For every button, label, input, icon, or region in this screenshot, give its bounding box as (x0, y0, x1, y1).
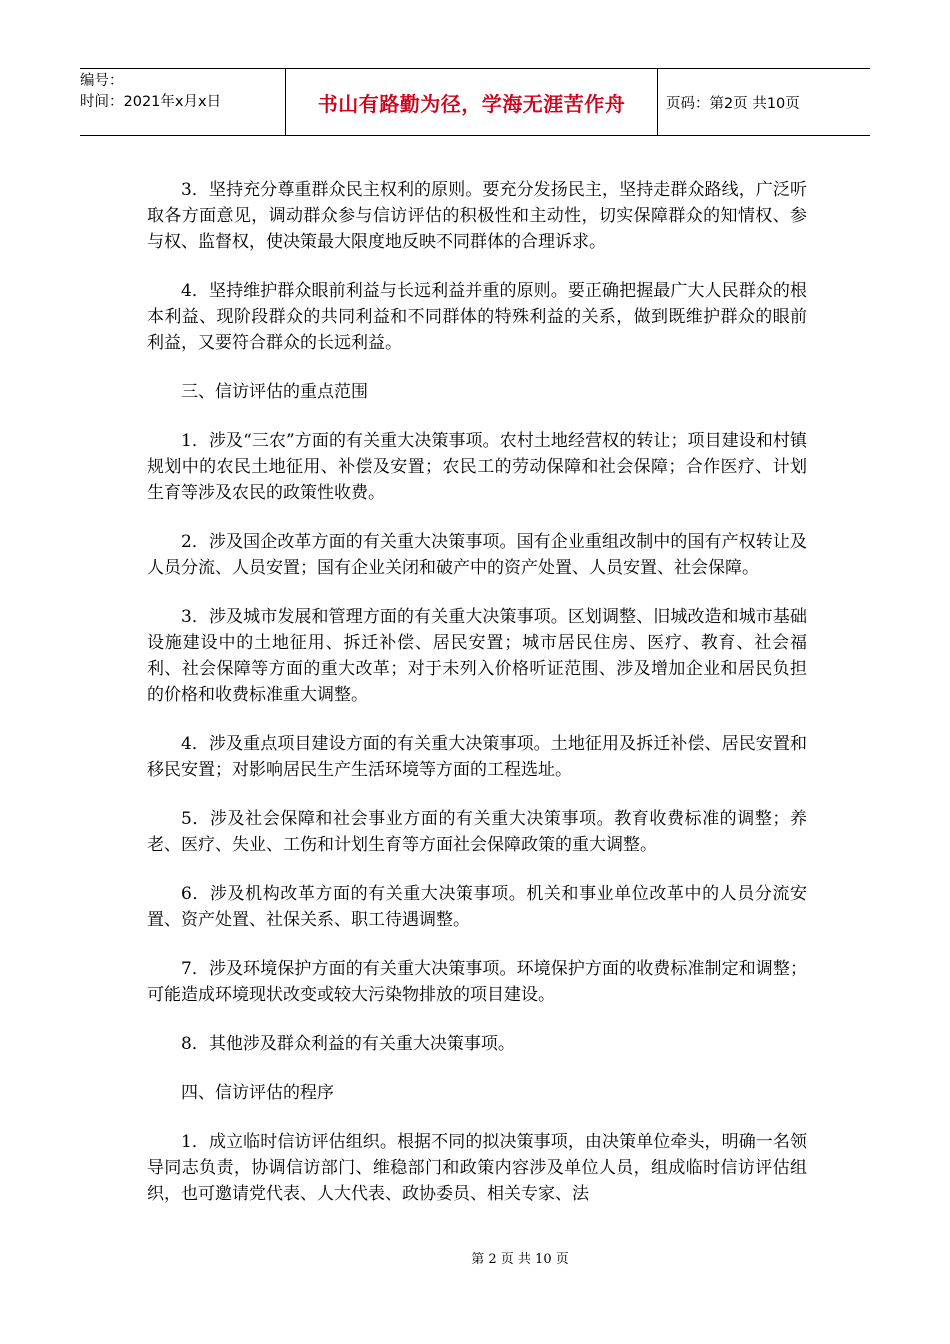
header-page-info (658, 69, 870, 135)
footer-page-number: 第 2 页 共 10 页 (471, 1252, 569, 1267)
paragraph: 5．涉及社会保障和社会事业方面的有关重大决策事项。教育收费标准的调整；养老、医疗、失业、工伤和计划生育等方面社会保障政策的重大调整。 (147, 809, 807, 855)
section-heading: 三、信访评估的重点范围 (181, 382, 368, 402)
paragraph: 1．成立临时信访评估组织。根据不同的拟决策事项，由决策单位牵头，明确一名领导同志负责，协调信访部门、维稳部门和政策内容涉及单位人员，组成临时信访评估组织，也可邀请党代表、人大代表、政协委员、相关专家、法 (147, 1132, 807, 1204)
header-motto-cell (285, 69, 658, 135)
header-meta (80, 69, 285, 135)
paragraph: 7．涉及环境保护方面的有关重大决策事项。环境保护方面的收费标准制定和调整；可能造成环境现状改变或较大污染物排放的项目建设。 (147, 959, 807, 1005)
number-label: 编号： (80, 73, 124, 89)
page-footer (0, 1248, 950, 1267)
paragraph: 3．涉及城市发展和管理方面的有关重大决策事项。区划调整、旧城改造和城市基础设施建设中的土地征用、拆迁补偿、居民安置；城市居民住房、医疗、教育、社会福利、社会保障等方面的重大改革；对于未列入价格听证范围、涉及增加企业和居民负担的价格和收费标准重大调整。 (147, 607, 807, 705)
time-label: 时间：2021年x月x日 (80, 94, 222, 110)
page-info-text: 页码：第2页 共10页 (666, 95, 800, 112)
paragraph: 6．涉及机构改革方面的有关重大决策事项。机关和事业单位改革中的人员分流安置、资产处置、社保关系、职工待遇调整。 (147, 884, 807, 930)
paragraph: 4．涉及重点项目建设方面的有关重大决策事项。土地征用及拆迁补偿、居民安置和移民安置；对影响居民生产生活环境等方面的工程选址。 (147, 734, 807, 780)
paragraph: 4．坚持维护群众眼前利益与长远利益并重的原则。要正确把握最广大人民群众的根本利益、现阶段群众的共同利益和不同群体的特殊利益的关系，做到既维护群众的眼前利益，又要符合群众的长远利益。 (147, 281, 807, 353)
paragraph: 1．涉及“三农”方面的有关重大决策事项。农村土地经营权的转让；项目建设和村镇规划中的农民土地征用、补偿及安置；农民工的劳动保障和社会保障；合作医疗、计划生育等涉及农民的政策性收费。 (147, 431, 807, 503)
paragraph: 3．坚持充分尊重群众民主权利的原则。要充分发扬民主，坚持走群众路线，广泛听取各方面意见，调动群众参与信访评估的积极性和主动性，切实保障群众的知情权、参与权、监督权，使决策最大限度地反映不同群体的合理诉求。 (147, 180, 807, 252)
page-header (80, 68, 870, 136)
section-heading: 四、信访评估的程序 (181, 1083, 334, 1103)
motto-text: 书山有路勤为径，学海无涯苦作舟 (317, 91, 626, 116)
paragraph: 8．其他涉及群众利益的有关重大决策事项。 (181, 1034, 515, 1054)
document-body (147, 177, 807, 1230)
paragraph: 2．涉及国企改革方面的有关重大决策事项。国有企业重组改制中的国有产权转让及人员分流、人员安置；国有企业关闭和破产中的资产处置、人员安置、社会保障。 (147, 532, 807, 578)
